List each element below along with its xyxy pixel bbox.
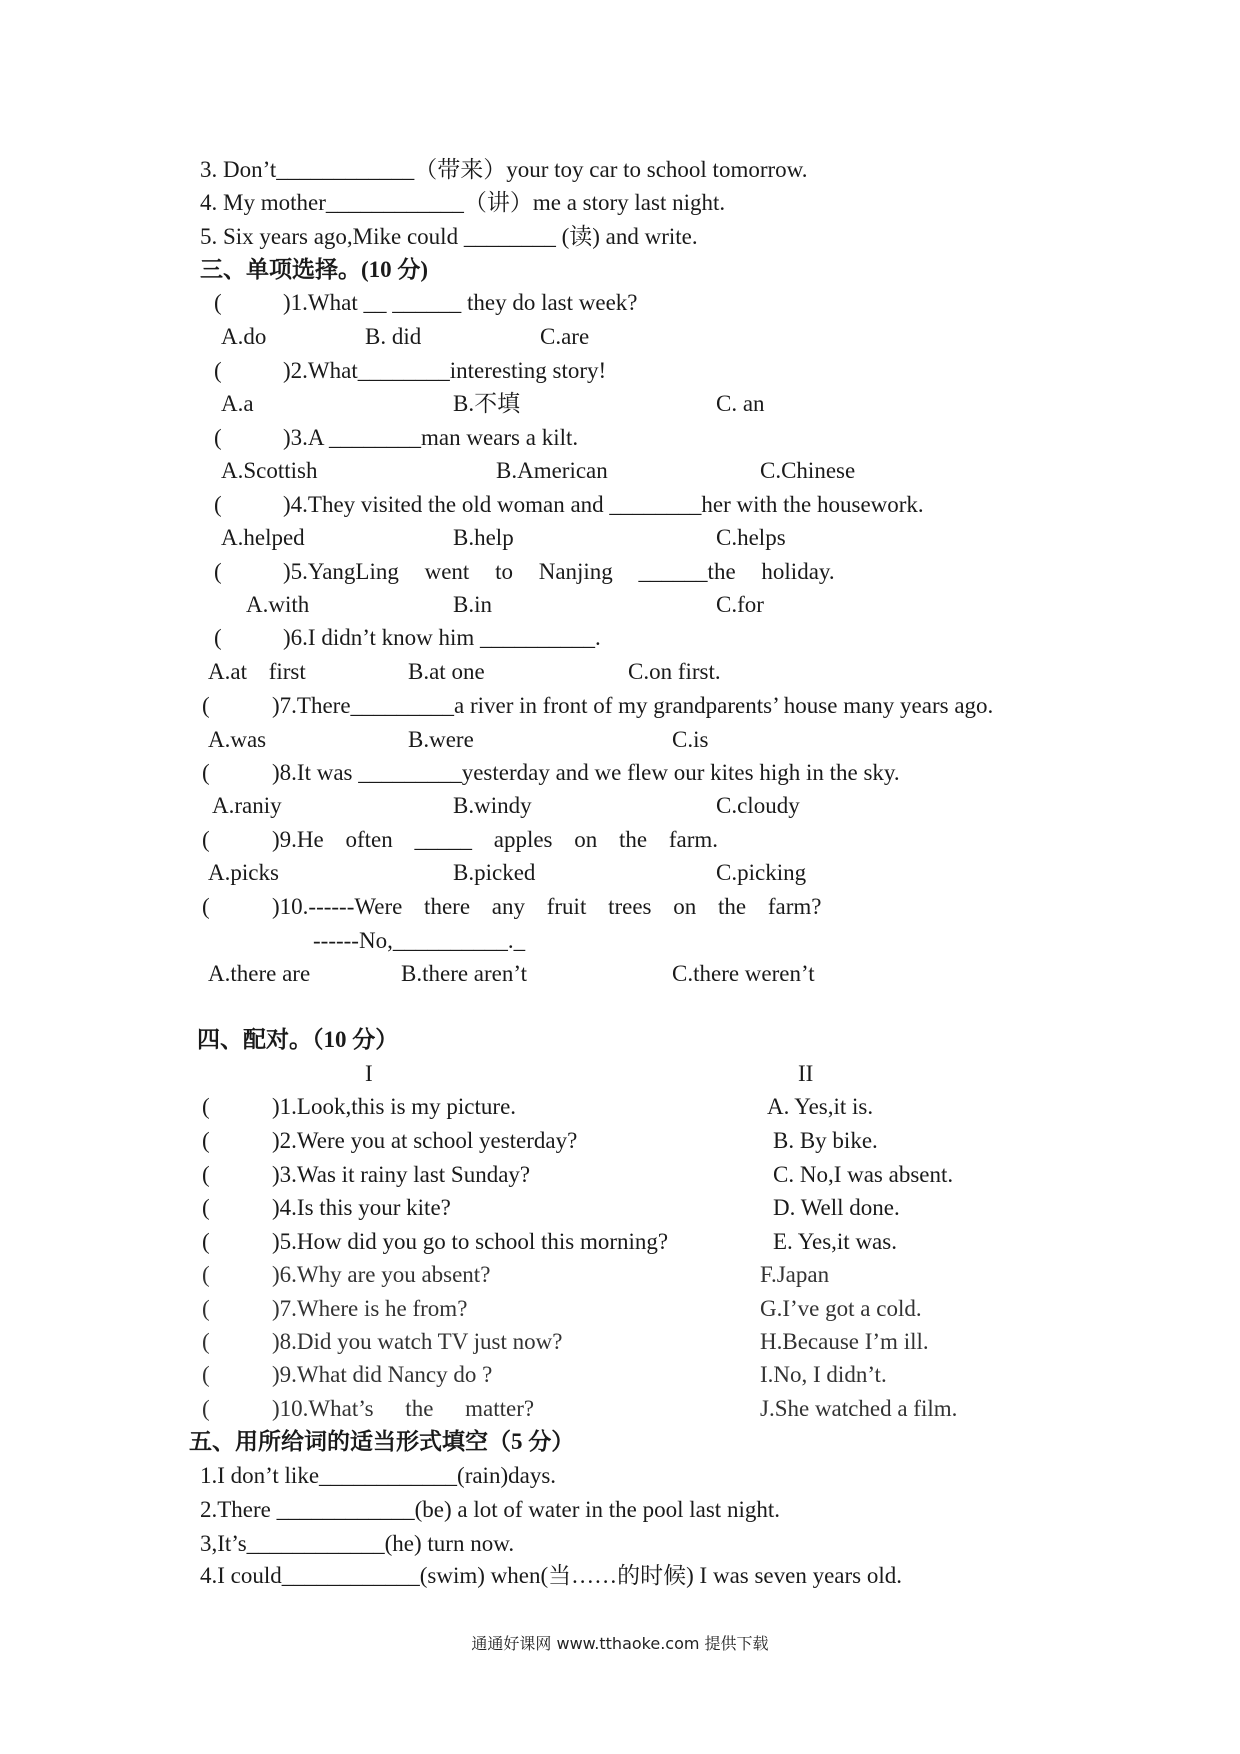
q9-stem: )9.He often _____ apples on the farm. xyxy=(272,827,719,852)
match-7-paren: ( xyxy=(202,1296,210,1321)
match-2-paren: ( xyxy=(202,1128,210,1153)
q7-option-c: C.is xyxy=(672,727,709,752)
word-form-item-1: 1.I don’t like____________(rain)days. xyxy=(200,1463,557,1488)
q4-option-c: C.helps xyxy=(716,525,786,550)
q3-option-c: C.Chinese xyxy=(760,458,856,483)
q8-paren: ( xyxy=(202,760,210,785)
q10-option-a: A.there are xyxy=(208,961,311,986)
q2-option-c: C. an xyxy=(716,391,765,416)
q5-option-b: B.in xyxy=(453,592,492,617)
q7-stem: )7.There_________a river in front of my grandparents’ house many years ago. xyxy=(272,693,994,718)
match-3-question: )3.Was it rainy last Sunday? xyxy=(272,1162,531,1187)
match-4-question: )4.Is this your kite? xyxy=(272,1195,451,1220)
q4-option-b: B.help xyxy=(453,525,514,550)
match-answer-h: H.Because I’m ill. xyxy=(760,1329,929,1354)
match-4-paren: ( xyxy=(202,1195,210,1220)
q6-paren: ( xyxy=(214,625,222,650)
q4-option-a: A.helped xyxy=(221,525,305,550)
q7-paren: ( xyxy=(202,693,210,718)
q5-paren: ( xyxy=(214,559,222,584)
match-answer-f: F.Japan xyxy=(760,1262,830,1287)
q3-option-a: A.Scottish xyxy=(221,458,318,483)
q2-option-b: B.不填 xyxy=(453,391,521,416)
match-8-question: )8.Did you watch TV just now? xyxy=(272,1329,563,1354)
column-ii-label: II xyxy=(798,1061,814,1086)
page-footer: 通通好课网 www.tthaoke.com 提供下载 xyxy=(471,1634,769,1653)
q3-option-b: B.American xyxy=(496,458,608,483)
q2-stem: )2.What________interesting story! xyxy=(283,358,607,383)
match-6-paren: ( xyxy=(202,1262,210,1287)
q6-option-a: A.at first xyxy=(208,659,306,684)
q4-stem: )4.They visited the old woman and ________her with the housework. xyxy=(283,492,924,517)
q3-paren: ( xyxy=(214,425,222,450)
match-1-question: )1.Look,this is my picture. xyxy=(272,1094,517,1119)
word-form-item-3: 3,It’s____________(he) turn now. xyxy=(200,1531,515,1556)
match-answer-e: E. Yes,it was. xyxy=(773,1229,897,1254)
section-4-heading: 四、配对。（10 分） xyxy=(197,1027,399,1052)
match-answer-d: D. Well done. xyxy=(773,1195,900,1220)
fill-in-item-5: 5. Six years ago,Mike could ________ (读) and write. xyxy=(200,224,698,249)
fill-in-item-4: 4. My mother____________（讲）me a story last night. xyxy=(200,190,726,215)
match-answer-i: I.No, I didn’t. xyxy=(760,1362,887,1387)
section-3-heading: 三、单项选择。(10 分) xyxy=(200,257,429,282)
q9-option-c: C.picking xyxy=(716,860,807,885)
match-3-paren: ( xyxy=(202,1162,210,1187)
match-10-question: )10.What’s the matter? xyxy=(272,1396,535,1421)
q4-paren: ( xyxy=(214,492,222,517)
q9-option-b: B.picked xyxy=(453,860,536,885)
column-i-label: I xyxy=(365,1061,373,1086)
q1-paren: ( xyxy=(214,290,222,315)
q8-stem: )8.It was _________yesterday and we flew our kites high in the sky. xyxy=(272,760,900,785)
q3-stem: )3.A ________man wears a kilt. xyxy=(283,425,579,450)
q1-option-c: C.are xyxy=(540,324,590,349)
match-answer-g: G.I’ve got a cold. xyxy=(760,1296,922,1321)
q5-stem: )5.YangLing went to Nanjing ______the holiday. xyxy=(283,559,835,584)
match-9-paren: ( xyxy=(202,1362,210,1387)
q8-option-a: A.raniy xyxy=(212,793,282,818)
q10-stem: )10.------Were there any fruit trees on the farm? xyxy=(272,894,822,919)
q7-option-a: A.was xyxy=(208,727,267,752)
section-5-heading: 五、用所给词的适当形式填空（5 分） xyxy=(189,1429,575,1454)
q2-paren: ( xyxy=(214,358,222,383)
match-answer-b: B. By bike. xyxy=(773,1128,878,1153)
q2-option-a: A.a xyxy=(221,391,254,416)
match-5-question: )5.How did you go to school this morning? xyxy=(272,1229,669,1254)
q5-option-c: C.for xyxy=(716,592,764,617)
q10-option-c: C.there weren’t xyxy=(672,961,815,986)
match-10-paren: ( xyxy=(202,1396,210,1421)
match-7-question: )7.Where is he from? xyxy=(272,1296,468,1321)
match-1-paren: ( xyxy=(202,1094,210,1119)
q1-option-a: A.do xyxy=(221,324,267,349)
q8-option-c: C.cloudy xyxy=(716,793,800,818)
q1-option-b: B. did xyxy=(365,324,422,349)
match-9-question: )9.What did Nancy do ? xyxy=(272,1362,493,1387)
q9-option-a: A.picks xyxy=(208,860,279,885)
match-6-question: )6.Why are you absent? xyxy=(272,1262,491,1287)
q6-option-c: C.on first. xyxy=(628,659,721,684)
fill-in-item-3: 3. Don’t____________（带来）your toy car to school tomorrow. xyxy=(200,157,808,182)
q9-paren: ( xyxy=(202,827,210,852)
match-8-paren: ( xyxy=(202,1329,210,1354)
q5-option-a: A.with xyxy=(246,592,310,617)
q10-option-b: B.there aren’t xyxy=(401,961,528,986)
word-form-item-4: 4.I could____________(swim) when(当……的时候) I was seven years old. xyxy=(200,1563,903,1588)
q6-option-b: B.at one xyxy=(408,659,485,684)
word-form-item-2: 2.There ____________(be) a lot of water in the pool last night. xyxy=(200,1497,780,1522)
match-5-paren: ( xyxy=(202,1229,210,1254)
q10-answer-line: ------No,__________._ xyxy=(313,928,526,953)
match-answer-a: A. Yes,it is. xyxy=(767,1094,874,1119)
q10-paren: ( xyxy=(202,894,210,919)
q7-option-b: B.were xyxy=(408,727,474,752)
match-answer-j: J.She watched a film. xyxy=(760,1396,958,1421)
q1-stem: )1.What __ ______ they do last week? xyxy=(283,290,638,315)
match-answer-c: C. No,I was absent. xyxy=(773,1162,954,1187)
q6-stem: )6.I didn’t know him __________. xyxy=(283,625,601,650)
match-2-question: )2.Were you at school yesterday? xyxy=(272,1128,578,1153)
q8-option-b: B.windy xyxy=(453,793,532,818)
